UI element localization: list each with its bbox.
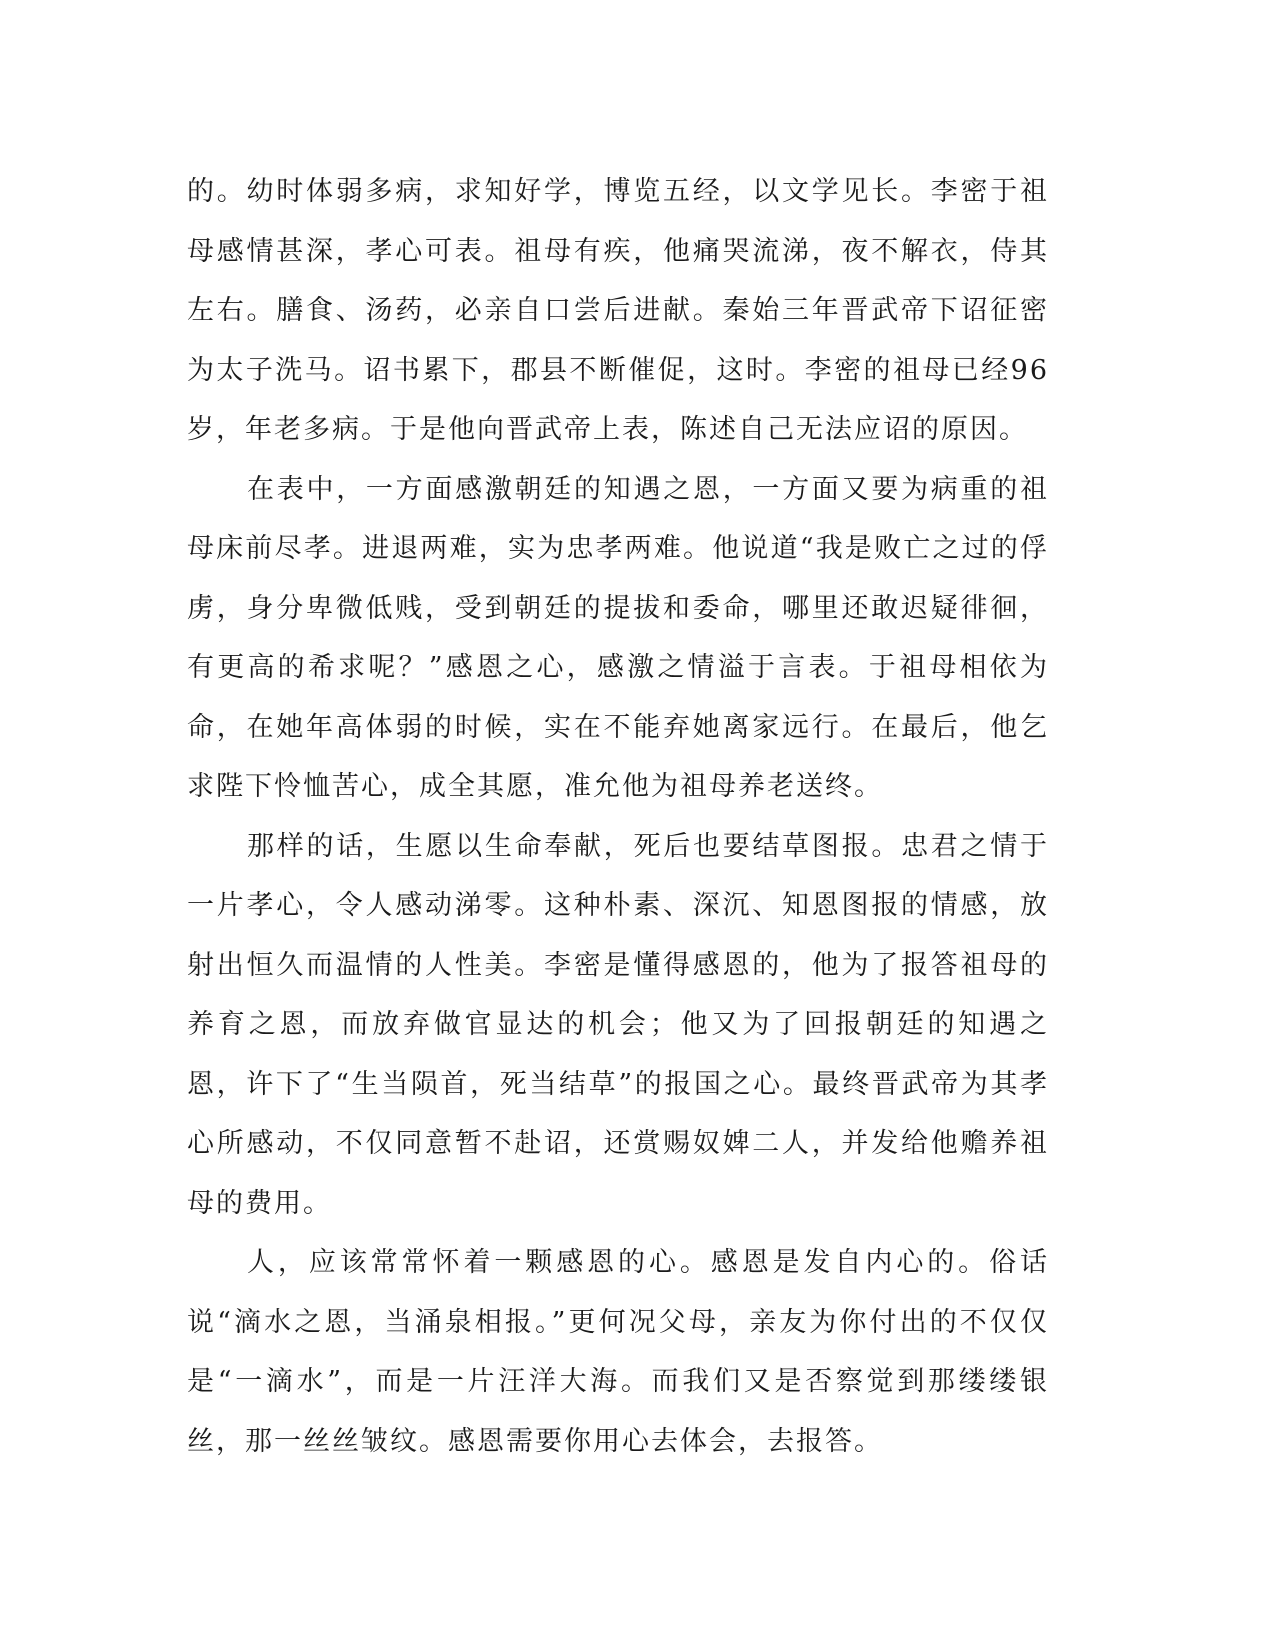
paragraph-1: 的。幼时体弱多病，求知好学，博览五经，以文学见长。李密于祖母感情甚深，孝心可表。祖母有疾，他痛哭流涕，夜不解衣，侍其左右。膳食、汤药，必亲自口尝后进献。秦始三年晋武帝下诏征密为太子洗马。诏书累下，郡县不断催促，这时。李密的祖母已经96岁，年老多病。于是他向晋武帝上表，陈述自己无法应诏的原因。 bbox=[187, 176, 1049, 445]
document-body bbox=[187, 162, 1049, 1471]
paragraph-3: 那样的话，生愿以生命奉献，死后也要结草图报。忠君之情于一片孝心，令人感动涕零。这种朴素、深沉、知恩图报的情感，放射出恒久而温情的人性美。李密是懂得感恩的，他为了报答祖母的养育之恩，而放弃做官显达的机会；他又为了回报朝廷的知遇之恩，许下了“生当陨首，死当结草”的报国之心。最终晋武帝为其孝心所感动，不仅同意暂不赴诏，还赏赐奴婢二人，并发给他赡养祖母的费用。 bbox=[187, 830, 1049, 1219]
paragraph-4: 人，应该常常怀着一颗感恩的心。感恩是发自内心的。俗话说“滴水之恩，当涌泉相报。”更何况父母，亲友为你付出的不仅仅是“一滴水”，而是一片汪洋大海。而我们又是否察觉到那缕缕银丝，那一丝丝皱纹。感恩需要你用心去体会，去报答。 bbox=[187, 1247, 1049, 1457]
paragraph-2: 在表中，一方面感激朝廷的知遇之恩，一方面又要为病重的祖母床前尽孝。进退两难，实为忠孝两难。他说道“我是败亡之过的俘虏，身分卑微低贱，受到朝廷的提拔和委命，哪里还敢迟疑徘徊，有更高的希求呢？”感恩之心，感激之情溢于言表。于祖母相依为命，在她年高体弱的时候，实在不能弃她离家远行。在最后，他乞求陛下怜恤苦心，成全其愿，准允他为祖母养老送终。 bbox=[187, 473, 1049, 802]
